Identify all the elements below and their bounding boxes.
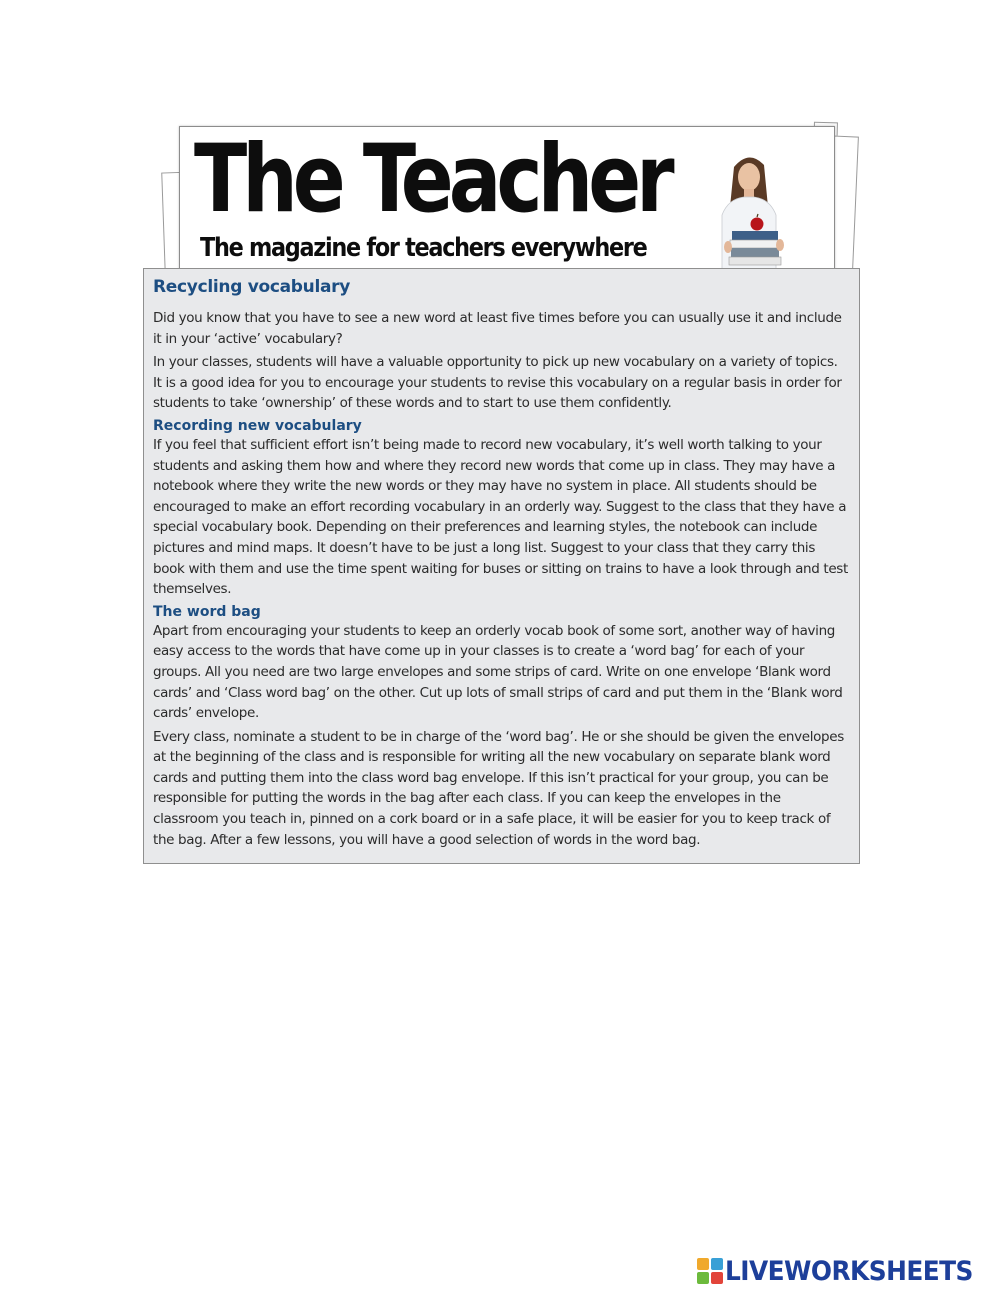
section-paragraph: Apart from encouraging your students to keep an orderly vocab book of some sort, another way of having easy access to the words that have come up in your classes is to create a ‘word bag’ for each of your groups. All you need are two large envelopes and some strips of card. Write on one envelope ‘Blank word cards’ and ‘Class word bag’ on the other. Cut up lots of small strips of card and put them in the ‘Blank word cards’ envelope. (153, 622, 843, 722)
logo-text: LIVEWORKSHEETS (725, 1255, 973, 1287)
liveworksheets-logo-icon (697, 1258, 723, 1284)
magazine-tagline: The magazine for teachers everywhere (200, 233, 647, 263)
section-paragraph: If you feel that sufficient effort isn’t being made to record new vocabulary, it’s well worth talking to your students and asking them how and where they record new words that come up in class. They may have a notebook where they write the new words or they may have no system in place. All students should be encouraged to make an effort recording vocabulary in an orderly way. Suggest to the class that they have a special vocabulary book. Depending on their preferences and learning styles, the notebook can include pictures and mind maps. It doesn’t have to be just a long list. Suggest to your class that they carry this book with them and use the time spent waiting for buses or sitting on trains to have a look through and test themselves. (153, 436, 848, 598)
article-panel (143, 268, 860, 864)
intro-paragraph: Did you know that you have to see a new word at least five times before you can usually use it and include it in your ‘active’ vocabulary? (153, 310, 842, 347)
intro-paragraph: In your classes, students will have a valuable opportunity to pick up new vocabulary on a variety of topics. It is a good idea for you to encourage your students to revise this vocabulary on a regular basis in order for students to take ‘ownership’ of these words and to start to use them confidently. (153, 354, 842, 412)
liveworksheets-logo (697, 1256, 994, 1286)
section-heading-word-bag: The word bag (153, 603, 261, 620)
section-heading-recording: Recording new vocabulary (153, 417, 362, 434)
teacher-photo (704, 147, 794, 271)
section-paragraph: Every class, nominate a student to be in charge of the ‘word bag’. He or she should be given the envelopes at the beginning of the class and is responsible for writing all the new vocabulary on separate blank word cards and putting them into the class word bag envelope. If this isn’t practical for your group, you can be responsible for putting the words in the bag after each class. If you can keep the envelopes in the classroom you teach in, pinned on a cork board or in a safe place, it will be easier for you to keep track of the bag. After a few lessons, you will have a good selection of words in the word bag. (153, 728, 844, 848)
magazine-masthead (179, 126, 835, 274)
article-title: Recycling vocabulary (153, 277, 351, 297)
magazine-title: The Teacher (194, 126, 670, 234)
